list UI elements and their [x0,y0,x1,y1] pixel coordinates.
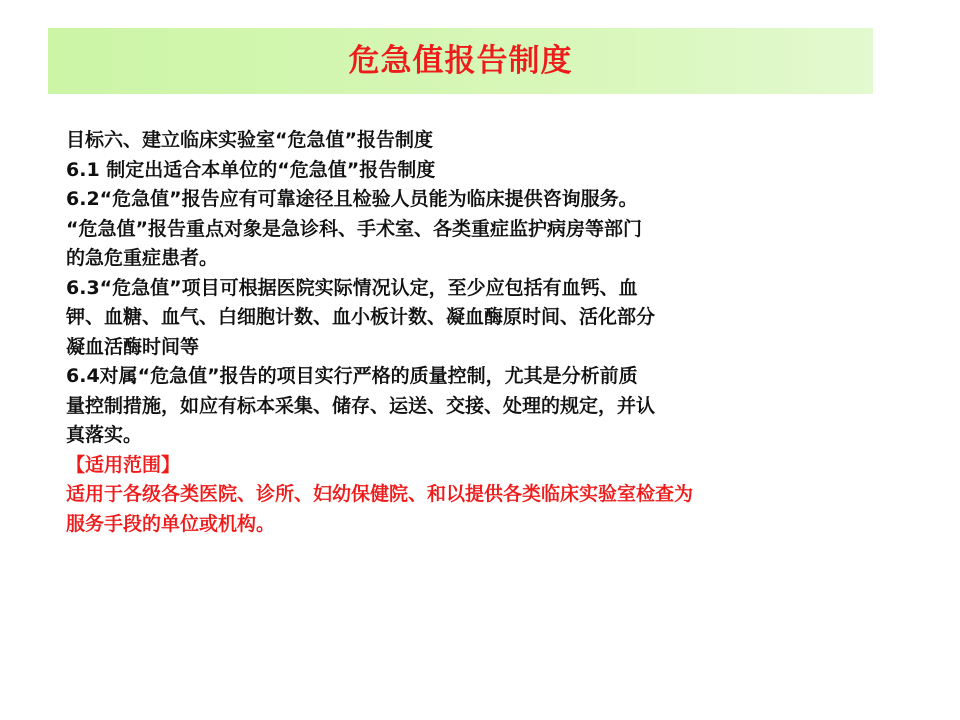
body-line: 6.3“危急值”项目可根据医院实际情况认定，至少应包括有血钙、血 [66,276,638,299]
body-line: 的急危重症患者。 [66,247,219,269]
body-line: 目标六、建立临床实验室“危急值”报告制度 [66,129,433,151]
body-line: 凝血活酶时间等 [66,335,200,358]
scope-line: 适用于各级各类医院、诊所、妇幼保健院、和以提供各类临床实验室检查为 [66,483,694,505]
body-line: 钾、血糖、血气、白细胞计数、血小板计数、凝血酶原时间、活化部分 [66,306,656,328]
body-line: 量控制措施，如应有标本采集、储存、运送、交接、处理的规定，并认 [66,394,656,417]
slide-body [66,126,886,539]
scope-heading: 【适用范围】 [66,453,181,476]
body-line: 6.1 制定出适合本单位的“危急值”报告制度 [66,158,436,181]
title-banner [48,28,873,94]
body-line: 真落实。 [66,424,143,446]
body-line: “危急值”报告重点对象是急诊科、手术室、各类重症监护病房等部门 [66,217,642,240]
slide-title: 危急值报告制度 [348,42,573,79]
body-line: 6.2“危急值”报告应有可靠途径且检验人员能为临床提供咨询服务。 [66,188,638,210]
body-line: 6.4对属“危急值”报告的项目实行严格的质量控制，尤其是分析前质 [66,365,638,387]
scope-line: 服务手段的单位或机构。 [66,512,276,535]
